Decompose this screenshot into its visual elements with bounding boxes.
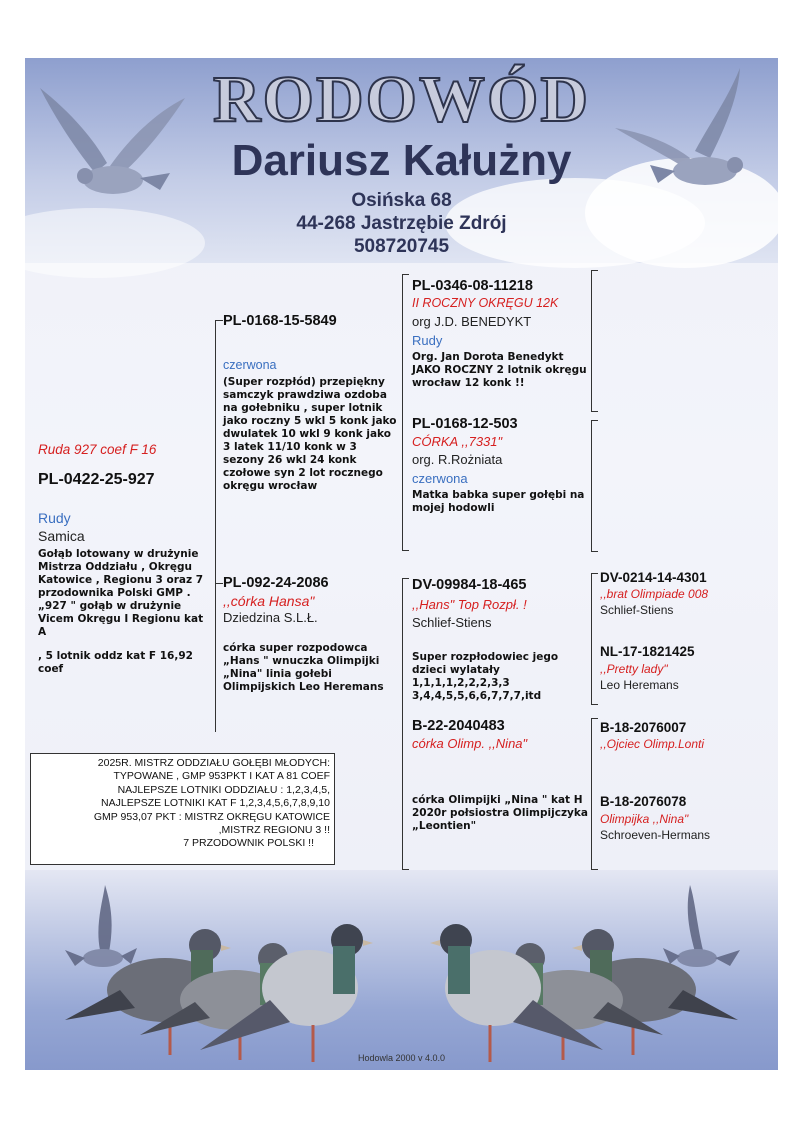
achievements-line: NAJLEPSZE LOTNIKI KAT F 1,2,3,4,5,6,7,8,9,10 bbox=[101, 797, 330, 810]
dam-sire-breeder: Schlief-Stiens bbox=[412, 615, 492, 630]
sire-ring-number: PL-0168-15-5849 bbox=[223, 313, 337, 329]
great-grandparent-ring-number: NL-17-1821425 bbox=[600, 644, 695, 659]
tree-bracket bbox=[591, 573, 598, 705]
header-banner bbox=[25, 58, 778, 263]
dam-sire-title-line: ,,Hans" Top Rozpł. ! bbox=[412, 597, 527, 612]
sire-dam-breeder: org. R.Rożniata bbox=[412, 452, 503, 467]
sire-dam-color: czerwona bbox=[412, 471, 468, 486]
achievements-line: TYPOWANE , GMP 953PKT I KAT A 81 COEF bbox=[113, 770, 330, 783]
pedigree-sheet bbox=[25, 58, 778, 1070]
dam-sire-description: Super rozpłodowiec jego dzieci wylatały 1,1,1,1,2,2,2,3,3 3,4,4,5,5,6,6,7,7,7,itd bbox=[412, 651, 559, 702]
pedigree-title: RODOWÓD bbox=[213, 63, 590, 136]
sire-sire-title-line: II ROCZNY OKRĘGU 12K bbox=[412, 296, 559, 310]
achievements-line: 2025R. MISTRZ ODDZIAŁU GOŁĘBI MŁODYCH: bbox=[97, 757, 330, 769]
dam-dam-title-line: córka Olimp. ,,Nina" bbox=[412, 736, 528, 751]
tree-bracket bbox=[591, 420, 598, 552]
sire-description: (Super rozpłód) przepiękny samczyk prawdziwa ozdoba na gołebniku , super lotnik jako roczny 5 wkl 5 konk jako dwulatek 10 wkl 9 konk jako 3 latek 11/10 konk w 3 sezony 26 wkl 24 konk czołowe syn 2 lot rocznego okręgu wrocław bbox=[223, 376, 397, 492]
subject-description: Gołąb lotowany w drużynie Mistrza Oddziału , Okręgu Katowice , Regionu 3 oraz 7 przodownika Polski GMP . „927 " gołąb w drużynie Vicem Okręgu I Regionu kat A bbox=[38, 548, 204, 638]
dam-breeder: Dziedzina S.L.Ł. bbox=[223, 610, 318, 625]
standing-pigeons-right bbox=[430, 924, 738, 1062]
tree-bracket bbox=[402, 578, 409, 870]
flying-pigeon-small-left bbox=[65, 885, 137, 967]
great-grandparent-ring-number: B-18-2076007 bbox=[600, 720, 687, 735]
sire-dam-description: Matka babka super gołębi na mojej hodowli bbox=[412, 489, 585, 514]
great-grandparent-breeder: Schroeven-Hermans bbox=[600, 828, 711, 842]
sire-sire-description: Org. Jan Dorota Benedykt JAKO ROCZNY 2 lotnik okręgu wrocław 12 konk !! bbox=[412, 351, 587, 389]
great-grandparent-title-line: Olimpijka ,,Nina" bbox=[600, 812, 689, 826]
great-grandparent-breeder: Leo Heremans bbox=[600, 678, 679, 692]
footer-banner bbox=[25, 870, 778, 1070]
breeder-street: Osińska 68 bbox=[351, 190, 452, 211]
pigeons-group-image bbox=[25, 870, 778, 1070]
sire-sire-breeder: org J.D. BENEDYKT bbox=[412, 314, 532, 329]
achievements-line: ,MISTRZ REGIONU 3 !! bbox=[218, 824, 330, 837]
tree-connector bbox=[215, 320, 216, 732]
achievements-note bbox=[30, 753, 335, 865]
breeder-city: 44-268 Jastrzębie Zdrój bbox=[296, 213, 507, 234]
breeder-phone: 508720745 bbox=[353, 236, 450, 257]
sire-dam-title-line: CÓRKA ,,7331" bbox=[412, 434, 503, 449]
breeder-name: Dariusz Kałużny bbox=[231, 136, 572, 185]
great-grandparent-ring-number: DV-0214-14-4301 bbox=[600, 570, 707, 585]
great-grandparent-title-line: ,,Ojciec Olimp.Lonti bbox=[600, 737, 705, 751]
dam-sire-ring-number: DV-09984-18-465 bbox=[412, 577, 527, 593]
great-grandparent-title-line: ,,brat Olimpiade 008 bbox=[600, 587, 709, 601]
standing-pigeons-left bbox=[65, 924, 373, 1062]
dam-dam-ring-number: B-22-2040483 bbox=[412, 718, 505, 734]
tree-bracket bbox=[402, 274, 409, 551]
achievements-line: 7 PRZODOWNIK POLSKI !! bbox=[183, 837, 314, 850]
subject-ring-number: PL-0422-25-927 bbox=[38, 471, 155, 488]
dam-ring-number: PL-092-24-2086 bbox=[223, 575, 329, 591]
tree-connector bbox=[215, 583, 223, 584]
dam-dam-description: córka Olimpijki „Nina " kat H 2020r połsiostra Olimpijczyka „Leontien" bbox=[412, 794, 588, 832]
software-credit: Hodowla 2000 v 4.0.0 bbox=[357, 1053, 446, 1063]
subject-description-extra: , 5 lotnik oddz kat F 16,92 coef bbox=[38, 650, 193, 675]
great-grandparent-breeder: Schlief-Stiens bbox=[600, 603, 674, 617]
achievements-line: NAJLEPSZE LOTNIKI ODDZIAŁU : 1,2,3,4,5, bbox=[117, 783, 330, 796]
tree-bracket bbox=[591, 270, 598, 412]
achievements-line: GMP 953,07 PKT : MISTRZ OKRĘGU KATOWICE bbox=[93, 810, 330, 823]
sire-sire-color: Rudy bbox=[412, 333, 443, 348]
flying-pigeon-small-right bbox=[663, 885, 740, 967]
dam-description: córka super rozpodowca „Hans " wnuczka Olimpijki „Nina" linia gołebi Olimpijskich Leo Heremans bbox=[223, 642, 384, 693]
tree-connector bbox=[215, 320, 223, 321]
subject-title-line: Ruda 927 coef F 16 bbox=[38, 442, 157, 457]
sire-color: czerwona bbox=[223, 358, 277, 372]
dam-title-line: ,,córka Hansa" bbox=[223, 593, 315, 609]
subject-color: Rudy bbox=[38, 510, 71, 526]
sire-dam-ring-number: PL-0168-12-503 bbox=[412, 416, 518, 432]
subject-sex: Samica bbox=[38, 528, 85, 544]
great-grandparent-title-line: ,,Pretty lady" bbox=[600, 662, 668, 676]
great-grandparent-ring-number: B-18-2076078 bbox=[600, 794, 687, 809]
sire-sire-ring-number: PL-0346-08-11218 bbox=[412, 278, 533, 294]
